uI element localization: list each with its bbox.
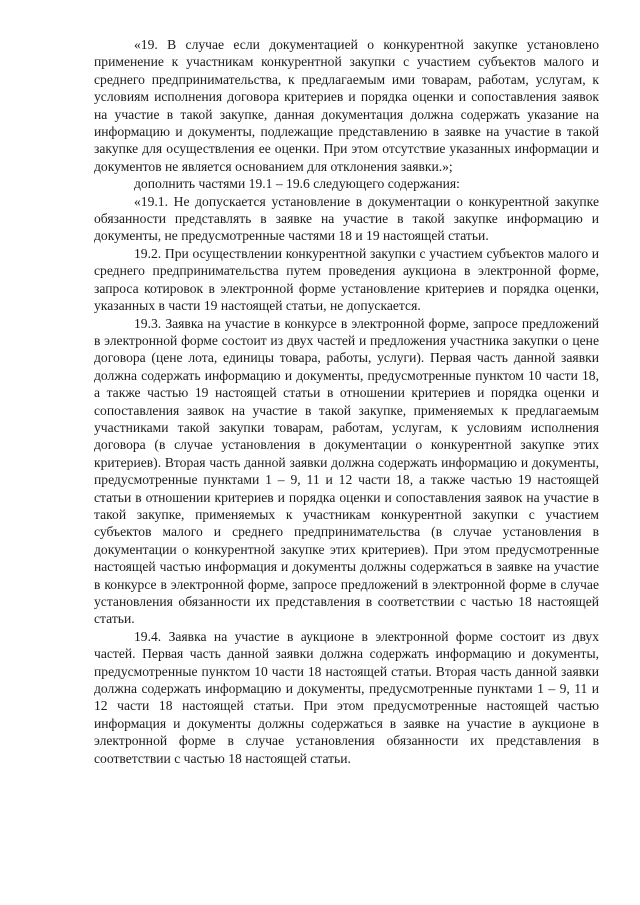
paragraph-amendment-intro: дополнить частями 19.1 – 19.6 следующего содержания: [134, 176, 460, 192]
paragraph-19-1: «19.1. Не допускается установление в документации о конкурентной закупке обязанности представлять в заявке на участие в такой закупке информацию и документы, не предусмотренные частями 18 и 19 настоящей статьи. [94, 193, 599, 244]
document-page [94, 36, 599, 767]
paragraph-19-4: 19.4. Заявка на участие в аукционе в электронной форме состоит из двух частей. Первая часть данной заявки должна содержать информацию и документы, предусмотренные пунктом 10 части 18 настоящей статьи. Вторая часть данной заявки должна содержать информацию и документы, предусмотренные пунктами 1 – 9, 11 и 12 части 18 настоящей статьи. При этом предусмотренные настоящей частью информация и документы должны содержаться в заявке на участие в аукционе в электронной форме в случае установления обязанности их представления в соответствии с частью 18 настоящей статьи. [94, 628, 599, 766]
paragraph-19-2: 19.2. При осуществлении конкурентной закупки с участием субъектов малого и среднего предпринимательства путем проведения аукциона в электронной форме, запроса котировок в электронной форме установление критериев и порядка оценки, указанных в части 19 настоящей статьи, не допускается. [94, 245, 599, 314]
paragraph-19-3: 19.3. Заявка на участие в конкурсе в электронной форме, запросе предложений в электронной форме состоит из двух частей и предложения участника закупки о цене договора (цене лота, единицы товара, работы, услуги). Первая часть данной заявки должна содержать информацию и документы, предусмотренные пунктом 10 части 18, а также частью 19 настоящей статьи в отношении критериев и порядка оценки и сопоставления заявок на участие в такой закупке, применяемых к предлагаемым участниками такой закупки товарам, работам, услугам, к условиям исполнения договора (в случае установления в документации о конкурентной закупке этих критериев). Вторая часть данной заявки должна содержать информацию и документы, предусмотренные пунктами 1 – 9, 11 и 12 части 18, а также частью 19 настоящей статьи в отношении критериев и порядка оценки и сопоставления заявок на участие в такой закупке, применяемых к участникам конкурентной закупки с участием субъектов малого и среднего предпринимательства (в случае установления в документации о конкурентной закупке этих критериев). При этом предусмотренные настоящей частью информация и документы должны содержаться в заявке на участие в конкурсе в электронной форме, запросе предложений в электронной форме в случае установления обязанности их представления в соответствии с частью 18 настоящей статьи. [94, 315, 599, 627]
paragraph-19: «19. В случае если документацией о конкурентной закупке установлено применение к участникам конкурентной закупки с участием субъектов малого и среднего предпринимательства, к предлагаемым ими товарам, работам, услугам, к условиям исполнения договора критериев и порядка оценки и сопоставления заявок на участие в такой закупке, данная документация должна содержать указание на информацию и документы, подлежащие представлению в заявке на участие в такой закупке для осуществления ее оценки. При этом отсутствие указанных информации и документов не является основанием для отклонения заявки.»; [94, 37, 599, 174]
